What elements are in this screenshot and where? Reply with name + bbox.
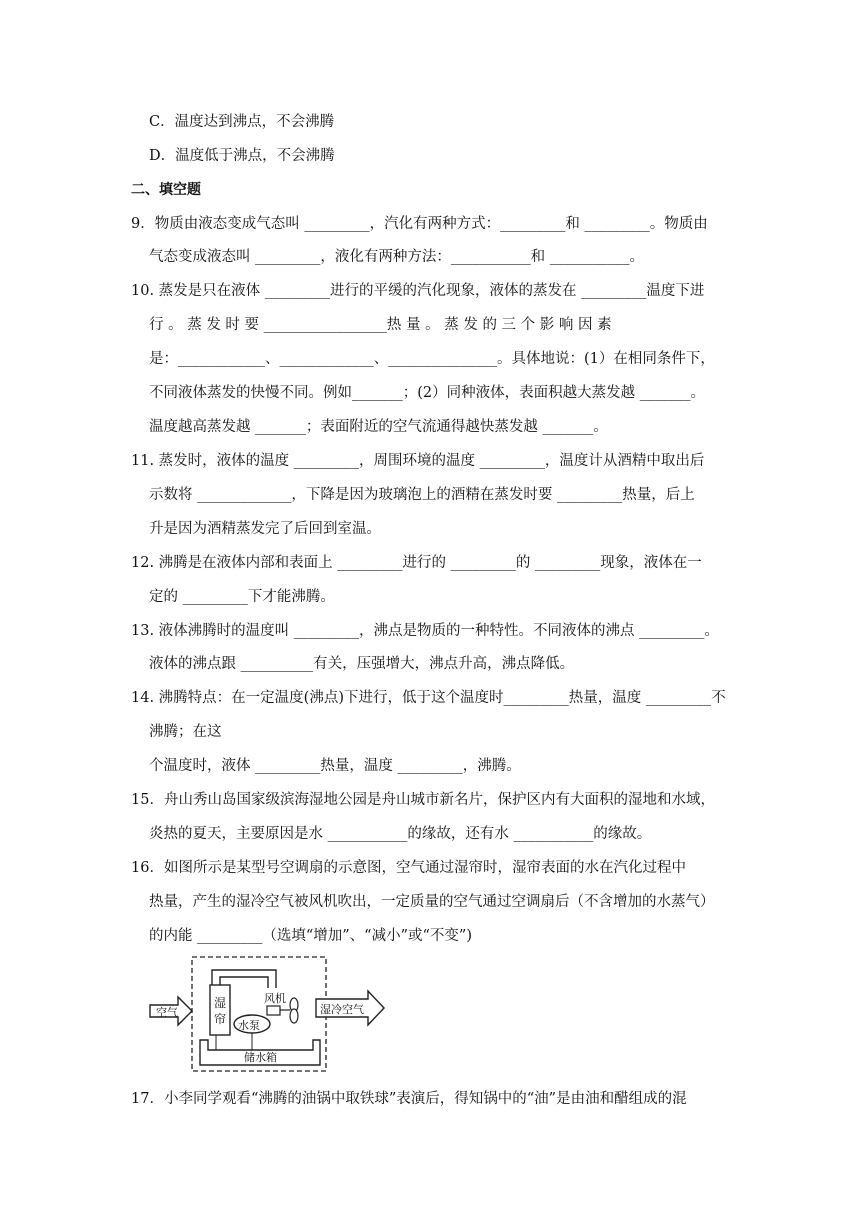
q11-line-2: 示数将 _____________，下降是因为玻璃泡上的酒精在蒸发时要 _________热量，后上 <box>149 487 695 503</box>
q13-line-1: 13. 液体沸腾时的温度叫 _________，沸点是物质的一种特性。不同液体的沸点 _________。 <box>131 623 719 639</box>
option-d: D．温度低于沸点，不会沸腾 <box>149 148 335 164</box>
pump-label: 水泵 <box>238 1019 260 1032</box>
section-title: 二、填空题 <box>131 182 201 198</box>
q14-line-2: 沸腾；在这 <box>149 724 222 740</box>
wet-curtain <box>210 985 230 1035</box>
q13-line-2: 液体的沸点跟 __________有关，压强增大，沸点升高，沸点降低。 <box>149 656 575 672</box>
q16-line-2: 热量，产生的湿冷空气被风机吹出，一定质量的空气通过空调扇后（不含增加的水蒸气） <box>149 894 715 910</box>
q12-line-1: 12. 沸腾是在液体内部和表面上 _________进行的 _________的 _________现象，液体在一 <box>131 555 702 571</box>
q10-line-3: 是：____________、_____________、_______________。具体地说：(1）在相同条件下， <box>149 351 715 367</box>
q16-line-3: 的内能 _________（选填“增加”、“减小”或“不变”) <box>149 928 472 944</box>
q15-line-2: 炎热的夏天，主要原因是水 ___________的缘故，还有水 ___________的缘故。 <box>149 826 652 842</box>
option-c: C．温度达到沸点，不会沸腾 <box>149 114 335 130</box>
air-conditioner-fan-diagram <box>148 955 388 1075</box>
curtain-label-2: 帘 <box>214 1012 227 1026</box>
q17-line-1: 17．小李同学观看“沸腾的油锅中取铁球”表演后，得知锅中的“油”是由油和醋组成的混 <box>131 1091 687 1107</box>
q14-line-3: 个温度时，液体 _________热量，温度 _________，沸腾。 <box>149 758 521 774</box>
fan-motor <box>267 1006 280 1015</box>
q9-line-2: 气态变成液态叫 _________，液化有两种方法：___________和 ___________。 <box>149 249 644 265</box>
q11-line-1: 11. 蒸发时，液体的温度 _________，周围环境的温度 _________，温度计从酒精中取出后 <box>131 453 705 469</box>
q10-line-5: 温度越高蒸发越 _______；表面附近的空气流通得越快蒸发越 _______。 <box>149 419 608 435</box>
q15-line-1: 15．舟山秀山岛国家级滨海湿地公园是舟山城市新名片，保护区内有大面积的湿地和水域， <box>131 792 715 808</box>
air-in-label: 空气 <box>156 1006 178 1019</box>
q10-line-2: 行 。 蒸 发 时 要 _________________热 量 。 蒸 发 的 三 个 影 响 因 素 <box>149 317 612 333</box>
q9-line-1: 9．物质由液态变成气态叫 _________，汽化有两种方式：_________和 _________。物质由 <box>131 216 708 232</box>
q11-line-3: 升是因为酒精蒸发完了后回到室温。 <box>149 521 381 537</box>
tank-label: 储水箱 <box>244 1051 277 1064</box>
q10-line-4: 不同液体蒸发的快慢不同。例如_______；(2）同种液体，表面积越大蒸发越 _______。 <box>149 385 705 401</box>
air-out-label: 湿冷空气 <box>320 1003 364 1016</box>
fan-label: 风机 <box>264 992 286 1005</box>
q16-line-1: 16．如图所示是某型号空调扇的示意图，空气通过湿帘时，湿帘表面的水在汽化过程中 <box>131 860 686 876</box>
curtain-label-1: 湿 <box>214 996 227 1010</box>
q14-line-1: 14. 沸腾特点：在一定温度(沸点)下进行，低于这个温度时_________热量，温度 _________不 <box>131 690 726 706</box>
q10-line-1: 10. 蒸发是只在液体 _________进行的平缓的汽化现象，液体的蒸发在 _________温度下进 <box>131 283 705 299</box>
q12-line-2: 定的 _________下才能沸腾。 <box>149 589 335 605</box>
